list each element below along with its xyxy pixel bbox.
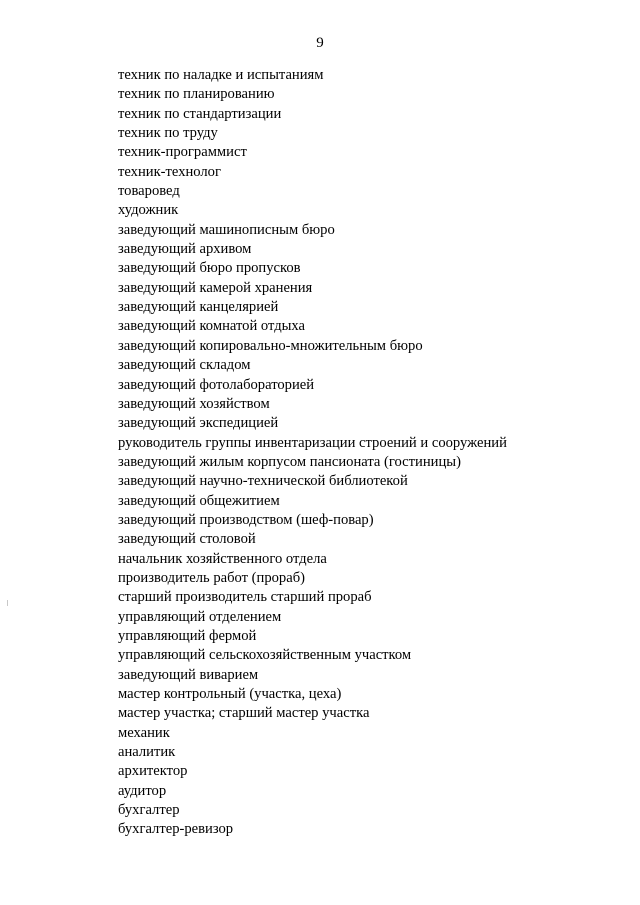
list-item: управляющий сельскохозяйственным участком: [118, 647, 412, 664]
list-item: заведующий виварием: [118, 666, 259, 683]
list-item: заведующий складом: [118, 357, 251, 374]
list-item: товаровед: [118, 183, 180, 200]
list-item: производитель работ (прораб): [118, 569, 305, 586]
list-item: мастер участка; старший мастер участка: [118, 705, 370, 722]
scan-margin-mark: [7, 600, 8, 606]
list-item: техник-программист: [118, 144, 247, 161]
list-item: бухгалтер: [118, 802, 180, 819]
list-item: старший производитель старший прораб: [118, 589, 372, 606]
list-item: заведующий производством (шеф-повар): [118, 511, 374, 528]
list-item: техник по труду: [118, 125, 218, 142]
list-item: заведующий жилым корпусом пансионата (гостиницы): [118, 453, 461, 470]
list-item: заведующий копировально-множительным бюро: [118, 337, 423, 354]
positions-list: [118, 66, 507, 840]
list-item: заведующий хозяйством: [118, 395, 270, 412]
list-item: техник по планированию: [118, 86, 275, 103]
list-item: заведующий общежитием: [118, 492, 280, 509]
list-item: заведующий научно-технической библиотекой: [118, 473, 408, 490]
list-item: заведующий столовой: [118, 531, 256, 548]
list-item: заведующий комнатой отдыха: [118, 318, 306, 335]
list-item: управляющий фермой: [118, 627, 257, 644]
list-item: начальник хозяйственного отдела: [118, 550, 327, 567]
list-item: заведующий бюро пропусков: [118, 260, 301, 277]
list-item: заведующий фотолабораторией: [118, 376, 315, 393]
list-item: техник по стандартизации: [118, 105, 282, 122]
list-item: мастер контрольный (участка, цеха): [118, 686, 342, 702]
list-item: аудитор: [118, 782, 167, 799]
list-item: бухгалтер-ревизор: [118, 821, 234, 838]
list-item: аналитик: [118, 744, 176, 761]
list-item: управляющий отделением: [118, 608, 282, 625]
list-item: заведующий экспедицией: [118, 415, 279, 432]
page-number: 9: [316, 35, 324, 51]
list-item: заведующий камерой хранения: [118, 279, 313, 296]
list-item: заведующий машинописным бюро: [118, 221, 335, 238]
list-item: руководитель группы инвентаризации строений и сооружений: [118, 434, 507, 451]
list-item: техник-технолог: [118, 163, 221, 180]
list-item: художник: [118, 202, 179, 219]
list-item: техник по наладке и испытаниям: [118, 67, 324, 83]
list-item: механик: [118, 724, 170, 741]
list-item: заведующий канцелярией: [118, 299, 279, 316]
list-item: архитектор: [118, 763, 188, 780]
list-item: заведующий архивом: [118, 241, 252, 258]
